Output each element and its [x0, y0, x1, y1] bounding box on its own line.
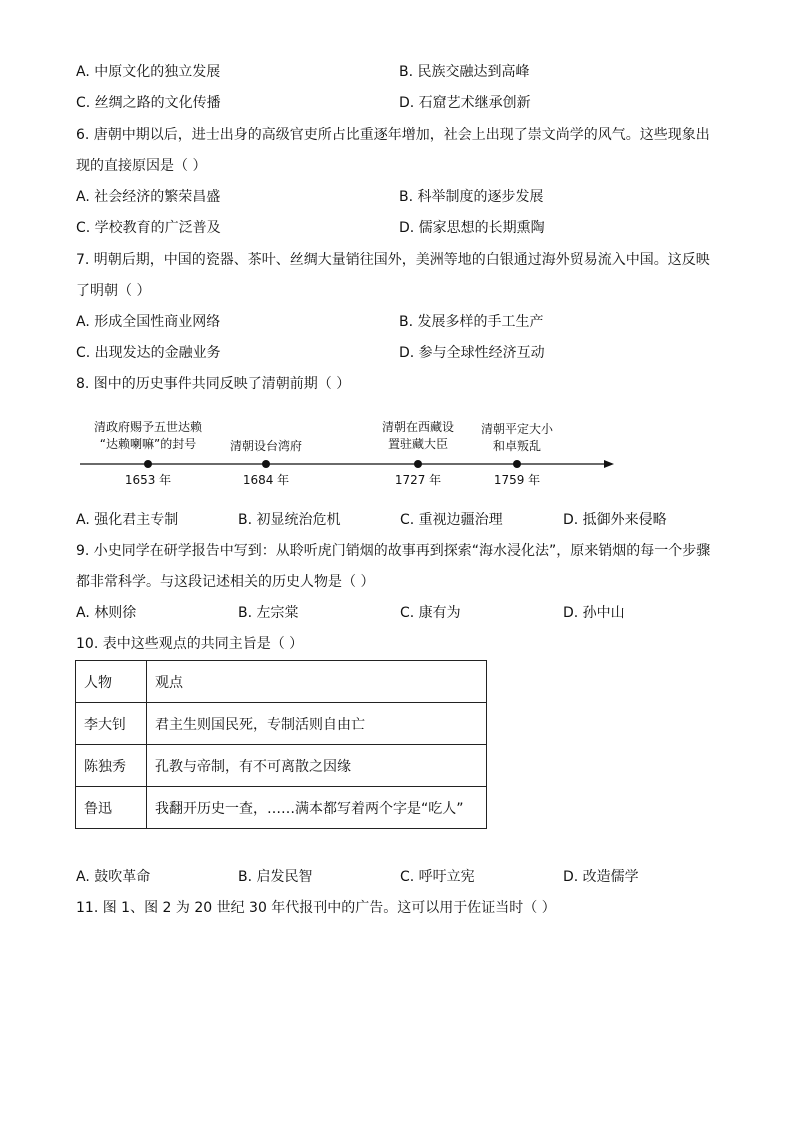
q7-option-a: A. 形成全国性商业网络	[76, 314, 221, 330]
q6-option-b: B. 科举制度的逐步发展	[399, 189, 544, 205]
q6-option-a: A. 社会经济的繁荣昌盛	[76, 189, 221, 205]
year-1727: 1727 年	[394, 473, 442, 487]
q6-stem-line1: 6. 唐朝中期以后，进士出身的高级官吏所占比重逐年增加，社会上出现了崇文尚学的风气。这些现象出	[76, 127, 710, 143]
viewpoints-table	[75, 660, 487, 829]
q6-option-c: C. 学校教育的广泛普及	[76, 220, 221, 236]
q5-option-c: C. 丝绸之路的文化传播	[76, 95, 221, 111]
viewpoint-cell: 我翻开历史一查，……满本都写着两个字是“吃人”	[147, 787, 487, 829]
q8-option-c: C. 重视边疆治理	[400, 512, 503, 528]
table-header-row	[76, 661, 487, 703]
q5-option-b: B. 民族交融达到高峰	[399, 64, 530, 80]
q9-stem-line1: 9. 小史同学在研学报告中写到：从聆听虎门销烟的故事再到探索“海水浸化法”，原来销烟的每一个步骤	[76, 543, 711, 559]
event-1653-line2: “达赖喇嘛”的封号	[99, 437, 197, 451]
timeline-figure	[80, 415, 620, 495]
q9-option-a: A. 林则徐	[76, 605, 137, 621]
person-cell: 陈独秀	[76, 745, 147, 787]
table-row	[76, 703, 487, 745]
q9-option-b: B. 左宗棠	[238, 605, 299, 621]
q8-stem: 8. 图中的历史事件共同反映了清朝前期（ ）	[76, 376, 351, 392]
event-1759-line2: 和卓叛乱	[492, 439, 541, 453]
q7-option-c: C. 出现发达的金融业务	[76, 345, 221, 361]
q7-stem-line2: 了明朝（ ）	[76, 283, 151, 299]
year-1653: 1653 年	[124, 473, 172, 487]
viewpoint-cell: 孔教与帝制，有不可离散之因缘	[147, 745, 487, 787]
q7-option-d: D. 参与全球性经济互动	[399, 345, 545, 361]
q11-stem: 11. 图 1、图 2 为 20 世纪 30 年代报刊中的广告。这可以用于佐证当时（ ）	[76, 900, 556, 916]
person-cell: 鲁迅	[76, 787, 147, 829]
event-1727-line1: 清朝在西藏设	[381, 420, 454, 434]
table-row	[76, 787, 487, 829]
q10-stem: 10. 表中这些观点的共同主旨是（ ）	[76, 636, 304, 652]
q10-option-b: B. 启发民智	[238, 869, 313, 885]
q9-option-d: D. 孙中山	[563, 605, 625, 621]
q10-option-a: A. 鼓吹革命	[76, 869, 151, 885]
person-cell: 李大钊	[76, 703, 147, 745]
table-row	[76, 745, 487, 787]
q10-option-c: C. 呼吁立宪	[400, 869, 475, 885]
header-viewpoint: 观点	[147, 661, 487, 703]
q8-option-d: D. 抵御外来侵略	[563, 512, 667, 528]
year-1684: 1684 年	[242, 473, 290, 487]
q7-stem-line1: 7. 明朝后期，中国的瓷器、茶叶、丝绸大量销往国外，美洲等地的白银通过海外贸易流入中国。这反映	[76, 252, 710, 268]
event-1727-line2: 置驻藏大臣	[387, 437, 448, 451]
year-1759: 1759 年	[493, 473, 541, 487]
event-1684-line2: 清朝设台湾府	[229, 439, 302, 453]
q9-stem-line2: 都非常科学。与这段记述相关的历史人物是（ ）	[76, 574, 375, 590]
q8-option-a: A. 强化君主专制	[76, 512, 179, 528]
q10-option-d: D. 改造儒学	[563, 869, 639, 885]
header-person: 人物	[76, 661, 147, 703]
q6-option-d: D. 儒家思想的长期熏陶	[399, 220, 545, 236]
viewpoint-cell: 君主生则国民死，专制活则自由亡	[147, 703, 487, 745]
q9-option-c: C. 康有为	[400, 605, 461, 621]
event-1653-line1: 清政府赐予五世达赖	[93, 420, 202, 434]
q6-stem-line2: 现的直接原因是（ ）	[76, 158, 207, 174]
q8-option-b: B. 初显统治危机	[238, 512, 341, 528]
q5-option-d: D. 石窟艺术继承创新	[399, 95, 531, 111]
q5-option-a: A. 中原文化的独立发展	[76, 64, 221, 80]
q7-option-b: B. 发展多样的手工生产	[399, 314, 544, 330]
event-1759-line1: 清朝平定大小	[480, 422, 553, 436]
